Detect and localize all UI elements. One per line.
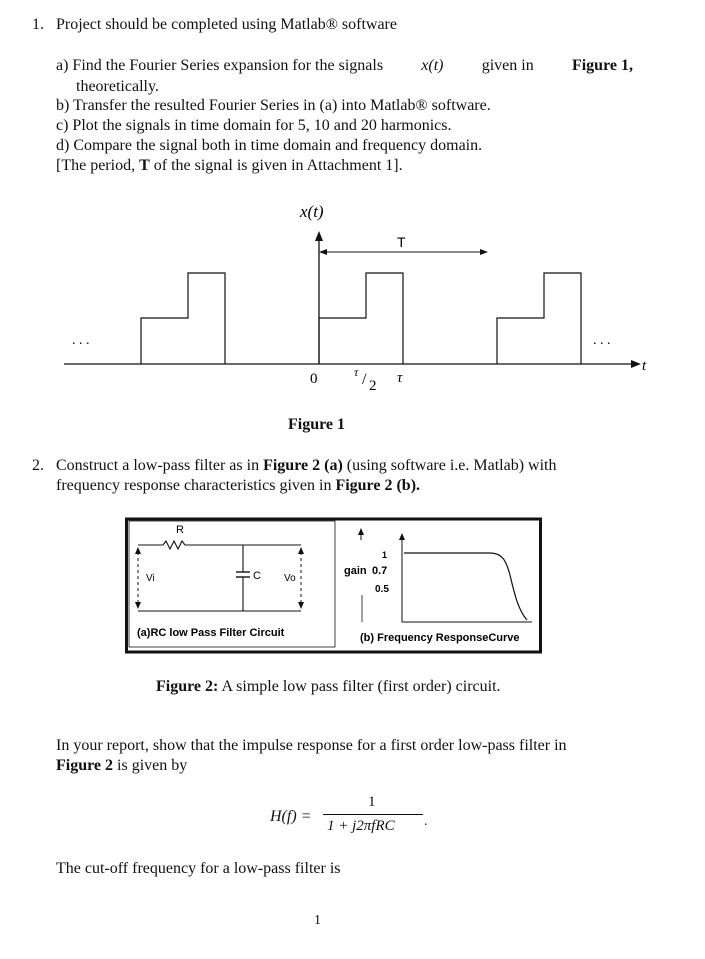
figure1-half-num: τ [354,365,359,379]
resistor-symbol [163,541,185,549]
report-line2 [56,757,187,775]
formula-lhs: H(f) = [270,808,312,825]
q1-text: Project should be completed using Matlab® software [56,16,397,33]
figure1-period-arrowhead-right [480,249,488,255]
formula-numerator: 1 [368,794,376,810]
page-number: 1 [314,913,321,928]
response-gain-label: gain [344,565,367,577]
figure1-t-label: t [642,358,647,374]
response-small-arrow [358,528,364,535]
cutoff-text: The cut-off frequency for a low-pass filter is [56,860,341,877]
q2-line1-part2: (using software i.e. Matlab) with [346,457,557,474]
q1a-part1: a) Find the Fourier Series expansion for the signals [56,57,384,74]
response-y-arrowhead [399,533,405,540]
figure1-pulse-center [319,273,403,364]
q2-line2 [56,477,420,495]
figure2-caption-bold: Figure 2: [156,678,219,695]
figure1-t-arrowhead [631,360,641,368]
formula-period: . [424,814,428,829]
figure2-diagram [0,512,705,660]
figure1-pulse-left [141,273,225,364]
q1a-line [56,57,636,75]
q1-number: 1. [32,16,44,33]
q2-line2-part1: frequency response characteristics given in [56,477,332,494]
report-line2-rest: is given by [117,757,188,774]
q1c-text: c) Plot the signals in time domain for 5, 10 and 20 harmonics. [56,117,452,134]
response-tick-07: 0.7 [372,565,388,577]
q1b-text: b) Transfer the resulted Fourier Series in (a) into Matlab® software. [56,97,491,114]
q2-line1-figure-ref: Figure 2 (a) [263,457,343,474]
figure1-y-arrowhead [315,231,323,241]
q1a-figure-ref: Figure 1, [571,57,633,74]
figure1-period-label: T [397,234,406,250]
figure1-half-slash: / [362,371,367,388]
figure1-caption: Figure 1 [288,416,346,433]
figure2-caption-rest: A simple low pass filter (first order) circuit. [221,678,501,695]
figure1-dots-left: . . . [72,333,90,348]
figure1-pulse-right [497,273,581,364]
q1a-part2: given in [481,57,534,74]
vi-label: Vi [146,573,155,584]
figure1-y-label: x(t) [300,202,324,221]
figure1-period-arrowhead-left [319,249,327,255]
vo-arrow-down [298,602,304,609]
response-tick-05: 0.5 [375,584,389,595]
figure2b-caption: (b) Frequency ResponseCurve [360,632,520,644]
response-tick-1: 1 [382,550,388,560]
resistor-label: R [176,524,184,536]
figure1-tau-label: τ [397,370,403,386]
q1e-line [56,157,403,175]
q1e-part1: [The period, [56,157,136,174]
q1a-part3: theoretically. [76,78,159,95]
response-curve [404,553,527,620]
report-line1: In your report, show that the impulse response for a first order low-pass filter in [56,737,567,754]
q1e-period: T [139,157,150,174]
q1a-signal: x(t) [421,57,444,74]
formula-fraction-bar [323,814,423,815]
figure1-diagram [0,190,705,405]
figure1-origin-label: 0 [310,371,318,387]
q2-number: 2. [32,457,44,474]
report-figure-ref: Figure 2 [56,757,114,774]
q2-line2-figure-ref: Figure 2 (b). [335,477,421,494]
q1d-text: d) Compare the signal both in time domain and frequency domain. [56,137,483,154]
figure1-dots-right: . . . [593,333,611,348]
q2-line1 [56,457,557,475]
q1e-part2: of the signal is given in Attachment 1]. [153,157,403,174]
vi-arrow-down [135,602,141,609]
figure2a-caption: (a)RC low Pass Filter Circuit [137,627,285,639]
figure1-half-den: 2 [369,378,377,394]
figure2-caption [156,678,501,696]
capacitor-label: C [253,570,261,582]
q2-line1-part1: Construct a low-pass filter as in [56,457,260,474]
vo-arrow-up [298,547,304,554]
formula-denominator: 1 + j2πfRC [327,818,395,834]
vi-arrow-up [135,547,141,554]
vo-label: Vo [284,573,296,584]
